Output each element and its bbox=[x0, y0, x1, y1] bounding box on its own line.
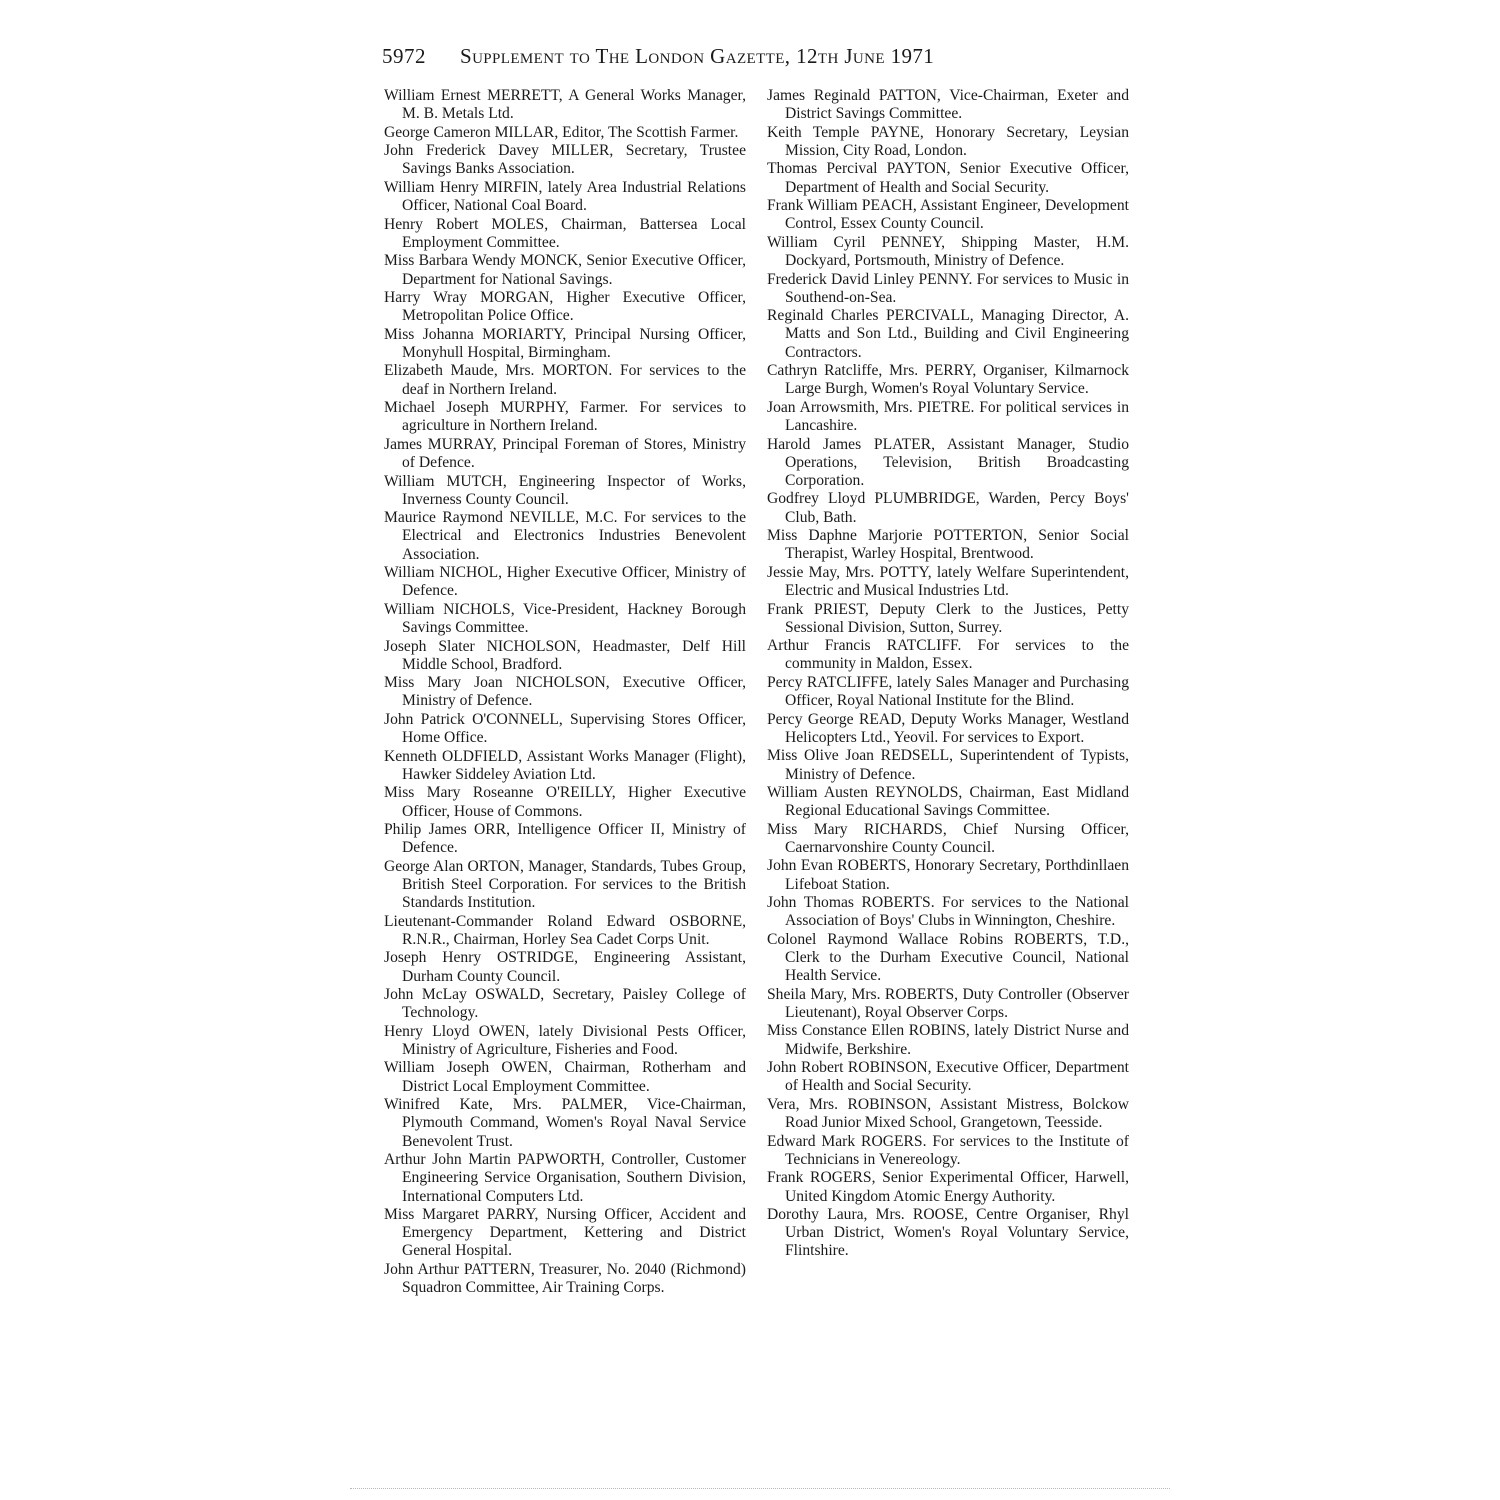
honours-entry: Miss Daphne Marjorie POTTERTON, Senior Social Therapist, Warley Hospital, Brentwood. bbox=[767, 527, 1129, 563]
honours-entry: Elizabeth Maude, Mrs. MORTON. For services to the deaf in Northern Ireland. bbox=[384, 362, 746, 398]
honours-entry: Kenneth OLDFIELD, Assistant Works Manager (Flight), Hawker Siddeley Aviation Ltd. bbox=[384, 747, 746, 783]
honours-entry: Cathryn Ratcliffe, Mrs. PERRY, Organiser, Kilmarnock Large Burgh, Women's Royal Voluntary Service. bbox=[767, 362, 1129, 398]
honours-entry: Frederick David Linley PENNY. For services to Music in Southend-on-Sea. bbox=[767, 270, 1129, 306]
honours-entry: Winifred Kate, Mrs. PALMER, Vice-Chairman, Plymouth Command, Women's Royal Naval Service Benevolent Trust. bbox=[384, 1096, 746, 1150]
honours-entry: Dorothy Laura, Mrs. ROOSE, Centre Organiser, Rhyl Urban District, Women's Royal Voluntary Service, Flintshire. bbox=[767, 1206, 1129, 1260]
honours-entry: John Thomas ROBERTS. For services to the National Association of Boys' Clubs in Winnington, Cheshire. bbox=[767, 894, 1129, 930]
honours-entry: John Evan ROBERTS, Honorary Secretary, Porthdinllaen Lifeboat Station. bbox=[767, 857, 1129, 893]
honours-entry: Joseph Henry OSTRIDGE, Engineering Assistant, Durham County Council. bbox=[384, 949, 746, 985]
honours-entry: Miss Margaret PARRY, Nursing Officer, Accident and Emergency Department, Kettering and District General Hospital. bbox=[384, 1206, 746, 1260]
honours-entry: Harry Wray MORGAN, Higher Executive Officer, Metropolitan Police Office. bbox=[384, 289, 746, 325]
honours-entry: John Arthur PATTERN, Treasurer, No. 2040 (Richmond) Squadron Committee, Air Training Corps. bbox=[384, 1260, 746, 1297]
honours-entry: Miss Mary RICHARDS, Chief Nursing Officer, Caernarvonshire County Council. bbox=[767, 820, 1129, 856]
honours-entry: James MURRAY, Principal Foreman of Stores, Ministry of Defence. bbox=[384, 435, 746, 472]
honours-entry: Michael Joseph MURPHY, Farmer. For services to agriculture in Northern Ireland. bbox=[384, 399, 746, 435]
honours-entry: George Alan ORTON, Manager, Standards, Tubes Group, British Steel Corporation. For services to the British Standards Institution. bbox=[384, 857, 746, 912]
honours-entry: Maurice Raymond NEVILLE, M.C. For services to the Electrical and Electronics Industries Benevolent Association. bbox=[384, 509, 746, 563]
honours-entry: Joan Arrowsmith, Mrs. PIETRE. For political services in Lancashire. bbox=[767, 398, 1129, 435]
honours-entry: John Robert ROBINSON, Executive Officer, Department of Health and Social Security. bbox=[767, 1059, 1129, 1095]
honours-entry: Philip James ORR, Intelligence Officer II, Ministry of Defence. bbox=[384, 821, 746, 857]
honours-entry: Percy RATCLIFFE, lately Sales Manager and Purchasing Officer, Royal National Institute for the Blind. bbox=[767, 673, 1129, 710]
honours-entry: Lieutenant-Commander Roland Edward OSBORNE, R.N.R., Chairman, Horley Sea Cadet Corps Unit. bbox=[384, 912, 746, 948]
honours-entry: Frank ROGERS, Senior Experimental Officer, Harwell, United Kingdom Atomic Energy Authority. bbox=[767, 1169, 1129, 1205]
honours-entry: Henry Lloyd OWEN, lately Divisional Pests Officer, Ministry of Agriculture, Fisheries and Food. bbox=[384, 1022, 746, 1058]
right-column bbox=[767, 87, 1129, 1261]
honours-entry: Jessie May, Mrs. POTTY, lately Welfare Superintendent, Electric and Musical Industries Ltd. bbox=[767, 563, 1129, 600]
honours-entry: William NICHOLS, Vice-President, Hackney Borough Savings Committee. bbox=[384, 600, 746, 637]
honours-entry: William Austen REYNOLDS, Chairman, East Midland Regional Educational Savings Committee. bbox=[767, 784, 1129, 820]
honours-entry: William Henry MIRFIN, lately Area Industrial Relations Officer, National Coal Board. bbox=[384, 178, 746, 215]
honours-entry: Miss Johanna MORIARTY, Principal Nursing Officer, Monyhull Hospital, Birmingham. bbox=[384, 325, 746, 361]
honours-entry: John Patrick O'CONNELL, Supervising Stores Officer, Home Office. bbox=[384, 710, 746, 747]
honours-entry: Miss Mary Roseanne O'REILLY, Higher Executive Officer, House of Commons. bbox=[384, 784, 746, 820]
bottom-rule bbox=[350, 1488, 1170, 1489]
honours-entry: William Cyril PENNEY, Shipping Master, H.M. Dockyard, Portsmouth, Ministry of Defence. bbox=[767, 233, 1129, 270]
honours-entry: William Ernest MERRETT, A General Works Manager, M. B. Metals Ltd. bbox=[384, 87, 746, 123]
honours-entry: Harold James PLATER, Assistant Manager, Studio Operations, Television, British Broadcasting Corporation. bbox=[767, 435, 1129, 489]
honours-entry: William MUTCH, Engineering Inspector of Works, Inverness County Council. bbox=[384, 472, 746, 508]
page-number: 5972 bbox=[382, 44, 426, 68]
page-header bbox=[382, 44, 1130, 78]
honours-entry: Miss Olive Joan REDSELL, Superintendent of Typists, Ministry of Defence. bbox=[767, 747, 1129, 783]
honours-entry: Arthur John Martin PAPWORTH, Controller, Customer Engineering Service Organisation, Southern Division, International Computers Ltd. bbox=[384, 1151, 746, 1205]
honours-entry: Percy George READ, Deputy Works Manager, Westland Helicopters Ltd., Yeovil. For services to Export. bbox=[767, 710, 1129, 746]
honours-entry: Miss Barbara Wendy MONCK, Senior Executive Officer, Department for National Savings. bbox=[384, 252, 746, 288]
honours-entry: James Reginald PATTON, Vice-Chairman, Exeter and District Savings Committee. bbox=[767, 87, 1129, 123]
left-column bbox=[384, 87, 746, 1298]
honours-entry: William Joseph OWEN, Chairman, Rotherham and District Local Employment Committee. bbox=[384, 1059, 746, 1095]
honours-entry: John Frederick Davey MILLER, Secretary, Trustee Savings Banks Association. bbox=[384, 142, 746, 178]
honours-entry: George Cameron MILLAR, Editor, The Scottish Farmer. bbox=[384, 123, 739, 141]
honours-entry: Reginald Charles PERCIVALL, Managing Director, A. Matts and Son Ltd., Building and Civil Engineering Contractors. bbox=[767, 307, 1129, 361]
honours-entry: Frank William PEACH, Assistant Engineer, Development Control, Essex County Council. bbox=[767, 197, 1129, 233]
honours-entry: Colonel Raymond Wallace Robins ROBERTS, T.D., Clerk to the Durham Executive Council, National Health Service. bbox=[767, 930, 1129, 985]
honours-entry: Vera, Mrs. ROBINSON, Assistant Mistress, Bolckow Road Junior Mixed School, Grangetown, Teesside. bbox=[767, 1095, 1129, 1132]
honours-entry: Arthur Francis RATCLIFF. For services to the community in Maldon, Essex. bbox=[767, 637, 1129, 673]
honours-entry: Edward Mark ROGERS. For services to the Institute of Technicians in Venereology. bbox=[767, 1132, 1129, 1168]
honours-entry: Miss Mary Joan NICHOLSON, Executive Officer, Ministry of Defence. bbox=[384, 674, 746, 710]
honours-entry: Godfrey Lloyd PLUMBRIDGE, Warden, Percy Boys' Club, Bath. bbox=[767, 490, 1129, 526]
running-title: Supplement to The London Gazette, 12th June 1971 bbox=[460, 44, 935, 68]
honours-entry: Sheila Mary, Mrs. ROBERTS, Duty Controller (Observer Lieutenant), Royal Observer Corps. bbox=[767, 985, 1129, 1021]
honours-entry: Miss Constance Ellen ROBINS, lately District Nurse and Midwife, Berkshire. bbox=[767, 1022, 1129, 1058]
honours-entry: Keith Temple PAYNE, Honorary Secretary, Leysian Mission, City Road, London. bbox=[767, 123, 1129, 159]
honours-entry: Thomas Percival PAYTON, Senior Executive Officer, Department of Health and Social Security. bbox=[767, 160, 1129, 196]
honours-entry: Henry Robert MOLES, Chairman, Battersea Local Employment Committee. bbox=[384, 215, 746, 251]
honours-entry: William NICHOL, Higher Executive Officer, Ministry of Defence. bbox=[384, 564, 746, 600]
honours-entry: Frank PRIEST, Deputy Clerk to the Justices, Petty Sessional Division, Sutton, Surrey. bbox=[767, 600, 1129, 636]
honours-entry: Joseph Slater NICHOLSON, Headmaster, Delf Hill Middle School, Bradford. bbox=[384, 637, 746, 673]
honours-entry: John McLay OSWALD, Secretary, Paisley College of Technology. bbox=[384, 986, 746, 1022]
